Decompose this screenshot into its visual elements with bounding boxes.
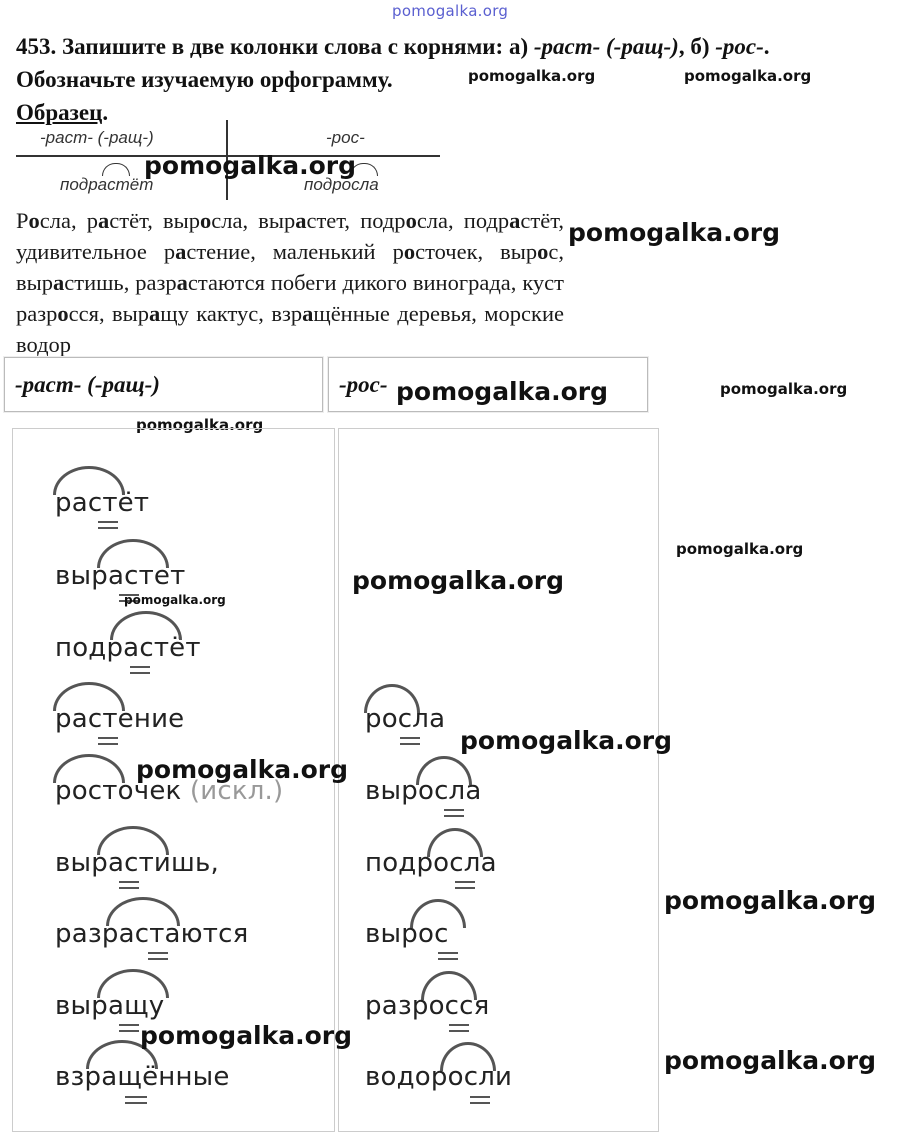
vowel-underline [119,1024,139,1032]
paragraph-text: щённые деревья, морские водор [16,301,564,357]
list-item: разрастаются [55,919,249,949]
vowel-underline [438,952,458,960]
watermark: pomogalka.org [664,1046,877,1075]
list-item: подрастёт [55,633,201,663]
paragraph-text: стёт, удивительное р [16,208,564,264]
watermark: pomogalka.org [664,886,877,915]
exception-note: (искл.) [189,776,284,806]
paragraph-text: Р [16,208,29,233]
vowel-underline [449,1024,469,1032]
paragraph-text: сла, подр [416,208,510,233]
column-header-left-label: -раст- (-ращ-) [15,372,160,397]
list-item: выросла [365,776,482,806]
root-a: -раст- (-ращ-) [533,34,679,59]
watermark: pomogalka.org [720,380,848,398]
column-header-right-label: -рос- [339,372,388,397]
paragraph-text: сла, выр [211,208,296,233]
paragraph-text: сла, р [39,208,99,233]
sample-right-header: -рос- [326,128,365,147]
watermark: pomogalka.org [140,1021,353,1050]
paragraph-vowel: а [295,208,307,233]
sample-dot: . [102,100,109,125]
header-watermark: pomogalka.org [392,2,509,20]
vowel-underline [470,1096,490,1104]
sample-left-header: -раст- (-ращ-) [40,128,154,147]
paragraph-vowel: а [175,239,187,264]
list-item: взращённые [55,1062,230,1092]
list-item: водоросли [365,1062,513,1092]
paragraph-vowel: о [405,208,417,233]
paragraph-text: с, выр [16,239,564,295]
watermark: pomogalka.org [136,755,349,784]
watermark: pomogalka.org [676,540,804,558]
list-item: подросла [365,848,497,878]
paragraph-text: стаются побеги дикого винограда, куст разр [16,270,564,326]
paragraph-text: щу кактус, взр [160,301,303,326]
exercise-instruction: Обозначьте изучаемую орфограмму. [16,67,393,92]
paragraph-text: стёт, выр [109,208,200,233]
list-item: выращу [55,991,165,1021]
paragraph-text: стишь, разр [64,270,177,295]
vowel-underline [98,521,118,529]
vowel-underline [444,809,464,817]
list-item: вырастишь, [55,848,220,878]
list-item-word: росточек [55,776,182,806]
exercise-text-2: , б) [678,34,716,59]
paragraph-text: сся, выр [68,301,150,326]
paragraph-vowel: о [57,301,69,326]
sample-label: Образец [16,100,103,125]
vowel-underline [98,737,118,745]
list-item: росла [365,704,446,734]
list-item: вырос [365,919,449,949]
paragraph-vowel: а [302,301,314,326]
list-item: вырастет [55,561,186,591]
list-item: растёт [55,488,150,518]
exercise-text-end: . [763,34,770,59]
vowel-underline [125,1096,147,1104]
list-item: растение [55,704,185,734]
root-b: -рос- [715,34,764,59]
sample-left-word: подрастёт [60,175,154,194]
paragraph-vowel: о [403,239,416,264]
list-item: разросся [365,991,490,1021]
paragraph-text: сточек, выр [415,239,538,264]
vowel-underline [148,952,168,960]
vowel-underline [130,666,150,674]
paragraph-vowel: о [537,239,549,264]
watermark: pomogalka.org [144,151,357,180]
paragraph-vowel: о [200,208,212,233]
paragraph-text: стет, подр [306,208,406,233]
watermark: pomogalka.org [468,67,596,85]
watermark: pomogalka.org [460,726,673,755]
watermark: pomogalka.org [124,593,226,607]
exercise-text-1: Запишите в две колонки слова с корнями: а) [62,34,534,59]
column-header-left [4,357,323,412]
vowel-underline [119,881,139,889]
watermark: pomogalka.org [352,566,565,595]
watermark: pomogalka.org [396,377,609,406]
watermark: pomogalka.org [568,218,781,247]
watermark: pomogalka.org [136,416,264,434]
paragraph-text: стение, маленький р [186,239,404,264]
exercise-paragraph [16,205,564,360]
paragraph-vowel: а [176,270,188,295]
paragraph-vowel: о [28,208,40,233]
paragraph-vowel: а [509,208,521,233]
sample-right-word: подросла [304,175,379,194]
paragraph-vowel: а [98,208,110,233]
exercise-number: 453. [16,34,57,59]
paragraph-vowel: а [149,301,161,326]
paragraph-vowel: а [53,270,65,295]
exercise-title [16,30,770,129]
vowel-underline [455,881,475,889]
watermark: pomogalka.org [684,67,812,85]
vowel-underline [400,737,420,745]
